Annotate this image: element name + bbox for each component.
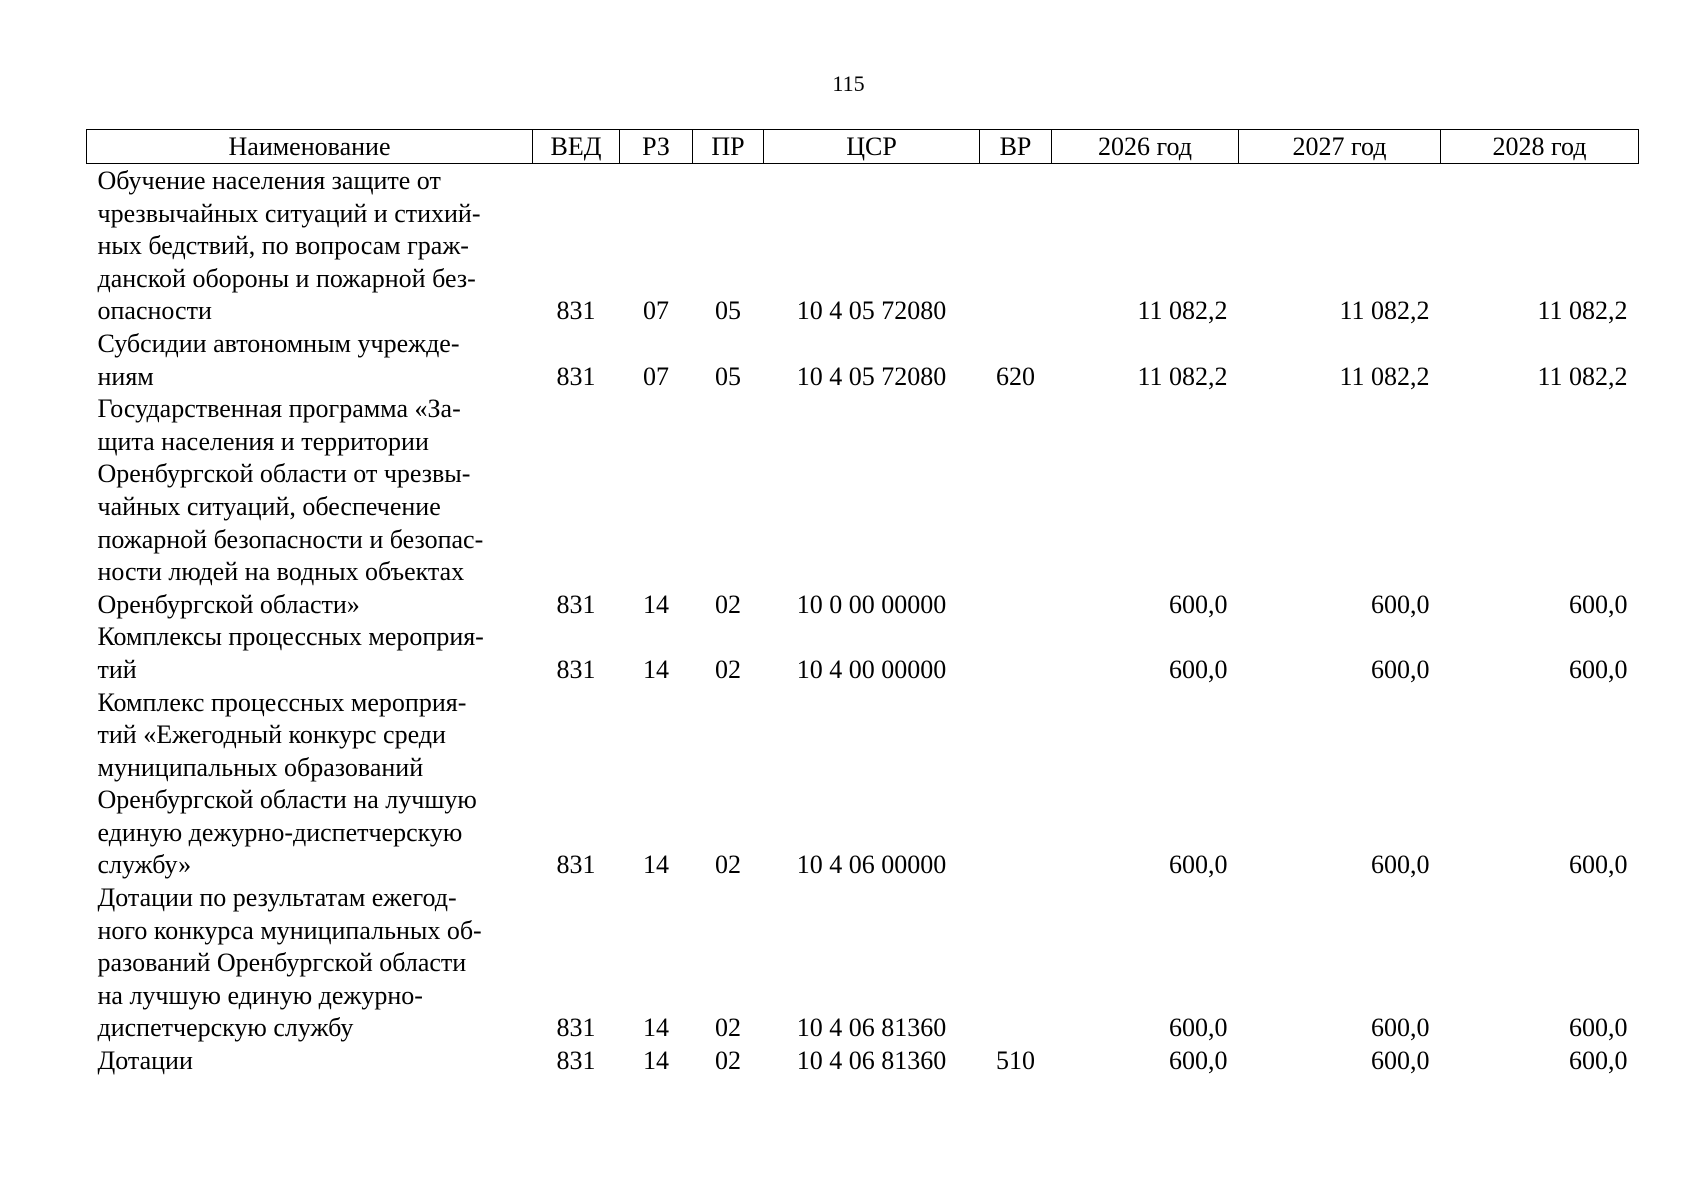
- cell-2028: 600,0: [1569, 850, 1628, 880]
- cell-name: [87, 164, 533, 328]
- cell-csr: 10 4 05 72080: [796, 361, 947, 391]
- name-line: Дотации: [97, 1046, 193, 1076]
- name-line: службу»: [97, 850, 192, 880]
- cell-pr: 02: [715, 589, 741, 619]
- table-header: [87, 130, 1639, 164]
- cell-rz: 14: [643, 1046, 669, 1076]
- cell-ved: 831: [556, 361, 596, 391]
- cell-csr: 10 4 06 81360: [796, 1013, 947, 1043]
- cell-vr: 510: [996, 1046, 1035, 1076]
- cell-rz: 07: [643, 296, 669, 326]
- cell-vr: 620: [996, 361, 1035, 391]
- header-2027: 2027 год: [1239, 130, 1441, 164]
- cell-ved: 831: [556, 654, 596, 684]
- cell-rz: 14: [643, 589, 669, 619]
- cell-rz: 14: [643, 850, 669, 880]
- cell-ved: 831: [556, 1013, 596, 1043]
- cell-2026: 11 082,2: [1137, 361, 1228, 391]
- name-line: на лучшую единую дежурно-: [97, 980, 423, 1010]
- cell-2028: 11 082,2: [1537, 361, 1628, 391]
- cell-2028: 11 082,2: [1537, 296, 1628, 326]
- table-row: [87, 393, 1639, 621]
- table-row: [87, 687, 1639, 883]
- header-csr: ЦСР: [764, 130, 980, 164]
- cell-2026: 600,0: [1169, 1013, 1228, 1043]
- cell-name: [87, 882, 533, 1045]
- name-line: данской обороны и пожарной без-: [97, 263, 476, 293]
- name-line: ного конкурса муниципальных об-: [97, 915, 482, 945]
- cell-2027: 600,0: [1371, 1046, 1430, 1076]
- header-pr: ПР: [693, 130, 764, 164]
- table-row: [87, 164, 1639, 328]
- cell-2028: 600,0: [1569, 1046, 1628, 1076]
- cell-vr: [980, 393, 1052, 621]
- cell-name: [87, 328, 533, 393]
- cell-pr: 02: [715, 1013, 741, 1043]
- cell-rz: 07: [643, 361, 669, 391]
- cell-pr: 02: [715, 1046, 741, 1076]
- name-line: Обучение населения защите от: [97, 166, 441, 195]
- name-line: пожарной безопасности и безопас-: [97, 524, 484, 554]
- cell-pr: 02: [715, 850, 741, 880]
- cell-csr: 10 4 00 00000: [796, 654, 947, 684]
- cell-name: [87, 621, 533, 686]
- name-line: Комплексы процессных мероприя-: [97, 622, 484, 652]
- name-line: опасности: [97, 296, 212, 326]
- cell-2027: 11 082,2: [1339, 361, 1430, 391]
- name-line: Комплекс процессных мероприя-: [97, 687, 467, 717]
- cell-2027: 600,0: [1371, 1013, 1430, 1043]
- table-row: [87, 1045, 1639, 1078]
- cell-2026: 600,0: [1169, 654, 1228, 684]
- cell-rz: 14: [643, 654, 669, 684]
- table-body: [87, 164, 1639, 1078]
- cell-2027: 600,0: [1371, 850, 1430, 880]
- cell-2026: 600,0: [1169, 589, 1228, 619]
- header-name: Наименование: [87, 130, 533, 164]
- name-line: тий «Ежегодный конкурс среди: [97, 720, 446, 750]
- header-ved: ВЕД: [533, 130, 620, 164]
- cell-pr: 02: [715, 654, 741, 684]
- budget-table: [86, 129, 1639, 1078]
- cell-ved: 831: [556, 296, 596, 326]
- name-line: Субсидии автономным учрежде-: [97, 328, 460, 358]
- name-line: ниям: [97, 361, 154, 391]
- cell-2027: 600,0: [1371, 654, 1430, 684]
- name-line: диспетчерскую службу: [97, 1013, 354, 1043]
- name-line: ности людей на водных объектах: [97, 557, 465, 587]
- cell-ved: 831: [556, 1046, 596, 1076]
- name-line: муниципальных образований: [97, 752, 424, 782]
- cell-vr: [980, 621, 1052, 686]
- cell-2028: 600,0: [1569, 589, 1628, 619]
- name-line: Оренбургской области»: [97, 589, 360, 619]
- cell-csr: 10 4 06 81360: [796, 1046, 947, 1076]
- table-row: [87, 621, 1639, 686]
- name-line: чайных ситуаций, обеспечение: [97, 491, 441, 521]
- header-row: [87, 130, 1639, 164]
- cell-ved: 831: [556, 589, 596, 619]
- cell-ved: 831: [556, 850, 596, 880]
- header-2026: 2026 год: [1052, 130, 1239, 164]
- cell-vr: [980, 882, 1052, 1045]
- cell-name: [87, 687, 533, 883]
- cell-csr: 10 0 00 00000: [796, 589, 947, 619]
- cell-2028: 600,0: [1569, 1013, 1628, 1043]
- name-line: Государственная программа «За-: [97, 394, 461, 424]
- page-number: 115: [832, 71, 865, 96]
- name-line: единую дежурно-диспетчерскую: [97, 817, 463, 847]
- header-vr: ВР: [980, 130, 1052, 164]
- table-row: [87, 882, 1639, 1045]
- name-line: чрезвычайных ситуаций и стихий-: [97, 198, 481, 228]
- cell-2026: 600,0: [1169, 850, 1228, 880]
- cell-2027: 600,0: [1371, 589, 1430, 619]
- name-line: разований Оренбургской области: [97, 948, 467, 978]
- cell-name: [87, 393, 533, 621]
- cell-csr: 10 4 06 00000: [796, 850, 947, 880]
- cell-2028: 600,0: [1569, 654, 1628, 684]
- name-line: тий: [97, 654, 137, 684]
- cell-pr: 05: [715, 296, 741, 326]
- header-2028: 2028 год: [1441, 130, 1639, 164]
- name-line: Дотации по результатам ежегод-: [97, 883, 457, 913]
- cell-csr: 10 4 05 72080: [796, 296, 947, 326]
- cell-rz: 14: [643, 1013, 669, 1043]
- cell-name: [87, 1045, 533, 1078]
- name-line: ных бедствий, по вопросам граж-: [97, 231, 469, 261]
- cell-2026: 600,0: [1169, 1046, 1228, 1076]
- header-rz: РЗ: [620, 130, 693, 164]
- name-line: Оренбургской области на лучшую: [97, 785, 477, 815]
- name-line: щита населения и территории: [97, 426, 429, 456]
- cell-pr: 05: [715, 361, 741, 391]
- cell-vr: [980, 687, 1052, 883]
- name-line: Оренбургской области от чрезвы-: [97, 459, 471, 489]
- cell-2027: 11 082,2: [1339, 296, 1430, 326]
- cell-2026: 11 082,2: [1137, 296, 1228, 326]
- table-row: [87, 328, 1639, 393]
- cell-vr: [980, 164, 1052, 328]
